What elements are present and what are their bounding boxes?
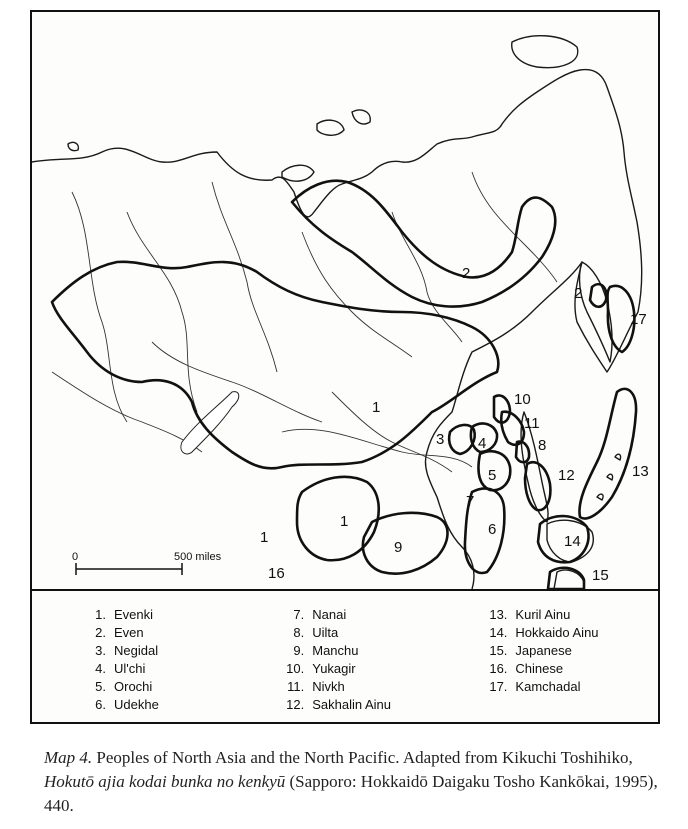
caption-text-1: Peoples of North Asia and the North Pacific. Adapted from Kikuchi Toshihiko, (92, 748, 633, 767)
kuril-island (615, 454, 621, 460)
legend-item (282, 624, 485, 642)
legend-label: Kuril Ainu (515, 607, 571, 622)
river (332, 392, 452, 472)
legend-number: 10. (286, 661, 305, 676)
region-label-15: 15 (592, 567, 609, 584)
region-label-8: 8 (538, 437, 547, 454)
legend-number: 16. (489, 661, 508, 676)
legend-item (84, 606, 282, 624)
region-label-2: 2 (462, 265, 471, 282)
region-label-10: 10 (514, 391, 531, 408)
legend-item (282, 606, 485, 624)
legend-number: 12. (286, 697, 305, 712)
caption-map-label: Map 4. (44, 748, 93, 767)
river (302, 232, 412, 357)
legend-number: 14. (489, 625, 508, 640)
manchu-boundary (363, 513, 448, 574)
legend-label: Evenki (114, 607, 154, 622)
legend-item (84, 696, 282, 714)
even-boundary (292, 181, 555, 307)
legend-column-3 (485, 606, 644, 718)
evenki-south-boundary (297, 477, 379, 560)
kuril-island (607, 474, 613, 480)
region-label-13: 13 (632, 463, 649, 480)
river (72, 192, 127, 422)
region-label-1: 1 (340, 513, 349, 530)
region-label-1-west: 1 (260, 529, 269, 546)
scale-end-label: 500 miles (174, 551, 222, 563)
region-label-3: 3 (436, 431, 445, 448)
japanese-boundary (548, 568, 584, 589)
caption-book-title: Hokutō ajia kodai bunka no kenkyū (44, 772, 286, 791)
kuril-island (597, 494, 603, 500)
legend-label: Manchu (312, 643, 359, 658)
river (52, 372, 202, 452)
arctic-island (512, 36, 578, 68)
map-frame (30, 10, 660, 724)
river (212, 182, 277, 372)
figure-caption (44, 746, 664, 818)
legend-item (84, 660, 282, 678)
legend-label: Kamchadal (515, 679, 581, 694)
legend-number: 6. (95, 697, 106, 712)
legend-column-1 (84, 606, 282, 718)
arctic-coastline (32, 70, 642, 312)
region-label-9: 9 (394, 539, 403, 556)
region-label-2-kamchatka: 2 (574, 285, 583, 302)
legend-item (282, 660, 485, 678)
legend-number: 8. (293, 625, 305, 640)
legend-label: Sakhalin Ainu (312, 697, 392, 712)
legend-item (485, 624, 644, 642)
legend-number: 7. (293, 607, 305, 622)
legend-item (84, 624, 282, 642)
arctic-island (317, 120, 344, 135)
region-label-7: 7 (466, 493, 475, 510)
arctic-island (282, 165, 314, 181)
legend-number: 4. (95, 661, 106, 676)
region-label-11: 11 (524, 415, 540, 432)
legend (84, 606, 644, 718)
even-boundary-kamchatka (590, 284, 606, 307)
legend-number: 11. (287, 679, 305, 694)
legend-item (485, 606, 644, 624)
nivkh-boundary (501, 412, 524, 445)
river (152, 342, 322, 422)
legend-item (282, 696, 485, 714)
legend-number: 13. (489, 607, 508, 622)
legend-label: Udekhe (114, 697, 159, 712)
caption-text-2: (Sapporo: Hokkaidō Daigaku Tosho Kankōkai, 1995), 440. (44, 772, 658, 815)
legend-label: Orochi (114, 679, 153, 694)
region-label-12: 12 (558, 467, 575, 484)
legend-item (84, 678, 282, 696)
arctic-island (352, 110, 370, 124)
legend-label: Hokkaido Ainu (515, 625, 599, 640)
legend-item (282, 642, 485, 660)
legend-item (485, 642, 644, 660)
legend-label: Negidal (114, 643, 159, 658)
region-label-6: 6 (488, 521, 497, 538)
legend-label: Uilta (312, 625, 339, 640)
legend-number: 3. (95, 643, 106, 658)
legend-number: 1. (95, 607, 106, 622)
river (472, 172, 557, 282)
legend-label: Ul'chi (114, 661, 146, 676)
legend-divider (32, 589, 658, 591)
map-drawing (32, 12, 658, 589)
legend-label: Yukagir (312, 661, 356, 676)
legend-number: 17. (489, 679, 508, 694)
region-label-14: 14 (564, 533, 581, 550)
legend-number: 15. (489, 643, 508, 658)
legend-label: Nanai (312, 607, 347, 622)
scale-start-label: 0 (72, 551, 79, 563)
legend-number: 9. (293, 643, 305, 658)
legend-column-2 (282, 606, 485, 718)
legend-number: 2. (95, 625, 106, 640)
legend-number: 5. (95, 679, 106, 694)
legend-label: Chinese (515, 661, 564, 676)
legend-item (485, 678, 644, 696)
region-label-1-north: 1 (372, 399, 381, 416)
region-label-5: 5 (488, 467, 497, 484)
legend-item (485, 660, 644, 678)
legend-label: Even (114, 625, 144, 640)
legend-item (282, 678, 485, 696)
legend-label: Japanese (515, 643, 572, 658)
arctic-island (68, 142, 78, 150)
legend-item (84, 642, 282, 660)
kuril-ainu-boundary (579, 389, 636, 519)
region-label-17: 17 (630, 311, 647, 328)
region-label-4: 4 (478, 435, 487, 452)
region-label-16: 16 (268, 565, 285, 582)
legend-label: Nivkh (312, 679, 345, 694)
scale-bar (72, 551, 222, 575)
lake-baikal (181, 392, 239, 454)
